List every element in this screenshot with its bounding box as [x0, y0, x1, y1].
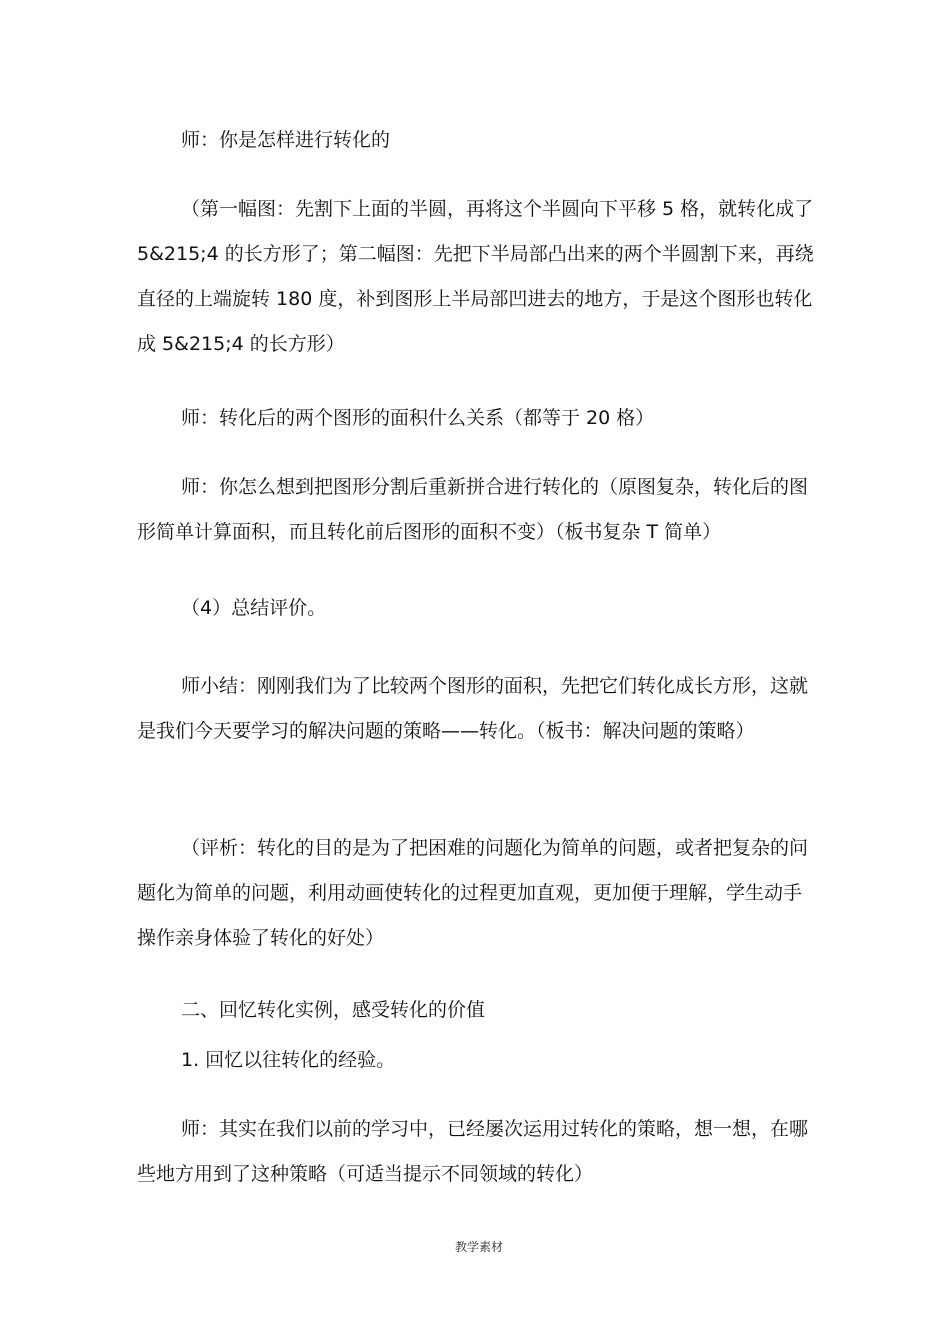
paragraph-3: 师：转化后的两个图形的面积什么关系（都等于 20 格） [181, 407, 655, 429]
paragraph-4: 师：你怎么想到把图形分割后重新拼合进行转化的（原图复杂，转化后的图形简单计算面积，而且转化前后图形的面积不变）（板书复杂 T 简单） [137, 476, 809, 543]
paragraph-10: 师：其实在我们以前的学习中，已经屡次运用过转化的策略，想一想，在哪些地方用到了这种策略（可适当提示不同领域的转化） [137, 1118, 809, 1185]
subsection-heading: 1. 回忆以往转化的经验。 [181, 1049, 396, 1071]
paragraph-6: 师小结：刚刚我们为了比较两个图形的面积，先把它们转化成长方形，这就是我们今天要学习的解决问题的策略——转化。（板书：解决问题的策略） [137, 675, 809, 742]
paragraph-7: （评析：转化的目的是为了把困难的问题化为简单的问题，或者把复杂的问题化为简单的问题，利用动画使转化的过程更加直观，更加便于理解，学生动手操作亲身体验了转化的好处） [137, 837, 809, 949]
section-heading: 二、回忆转化实例，感受转化的价值 [181, 999, 486, 1021]
paragraph-1: 师：你是怎样进行转化的 [181, 129, 391, 151]
paragraph-2: （第一幅图：先割下上面的半圆，再将这个半圆向下平移 5 格，就转化成了 5&215;4 的长方形了；第二幅图：先把下半局部凸出来的两个半圆割下来，再绕直径的上端旋转 180 度，补到图形上半局部凹进去的地方，于是这个图形也转化成 5&215;4 的长方形） [137, 198, 814, 355]
page-footer: 教学素材 [455, 1240, 504, 1254]
paragraph-5: （4）总结评价。 [181, 597, 327, 619]
